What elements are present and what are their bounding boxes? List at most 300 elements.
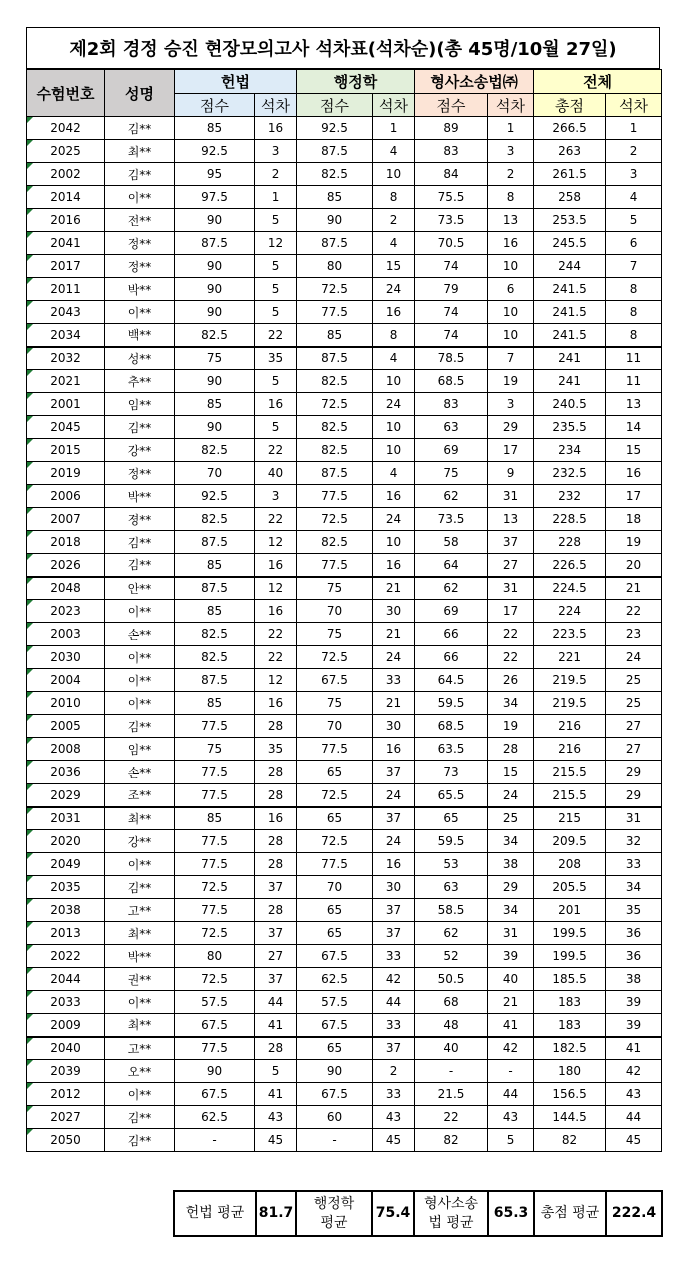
table-row xyxy=(27,255,662,278)
cell-exam-no: 2019 xyxy=(27,462,105,485)
cell-constitution-score: 77.5 xyxy=(175,853,255,876)
cell-constitution-rank: 45 xyxy=(255,1129,297,1152)
cell-admin-score: 75 xyxy=(297,577,373,600)
cell-exam-no: 2034 xyxy=(27,324,105,347)
cell-admin-rank: 10 xyxy=(373,531,415,554)
cell-criminal-rank: 42 xyxy=(488,1037,534,1060)
cell-total-score: 258 xyxy=(534,186,606,209)
cell-constitution-rank: 12 xyxy=(255,669,297,692)
cell-constitution-score: 77.5 xyxy=(175,899,255,922)
cell-total-rank: 23 xyxy=(606,623,662,646)
page-title: 제2회 경정 승진 현장모의고사 석차표(석차순)(총 45명/10월 27일) xyxy=(26,27,660,69)
cell-name: 최** xyxy=(105,807,175,830)
cell-exam-no: 2029 xyxy=(27,784,105,807)
cell-constitution-score: 72.5 xyxy=(175,876,255,899)
cell-total-rank: 8 xyxy=(606,301,662,324)
table-row xyxy=(27,646,662,669)
cell-admin-score: 82.5 xyxy=(297,531,373,554)
cell-admin-rank: 37 xyxy=(373,899,415,922)
cell-constitution-score: 82.5 xyxy=(175,324,255,347)
criminal-average-label: 형사소송 법 평균 xyxy=(414,1191,488,1236)
cell-criminal-score: 50.5 xyxy=(415,968,488,991)
cell-constitution-rank: 5 xyxy=(255,255,297,278)
cell-constitution-score: 75 xyxy=(175,347,255,370)
table-row xyxy=(27,991,662,1014)
cell-constitution-rank: 12 xyxy=(255,577,297,600)
cell-constitution-score: 72.5 xyxy=(175,968,255,991)
cell-admin-score: 65 xyxy=(297,807,373,830)
cell-admin-rank: 24 xyxy=(373,278,415,301)
cell-constitution-score: 85 xyxy=(175,117,255,140)
cell-exam-no: 2004 xyxy=(27,669,105,692)
cell-total-rank: 1 xyxy=(606,117,662,140)
cell-total-score: 216 xyxy=(534,738,606,761)
constitution-average-label: 헌법 평균 xyxy=(174,1191,256,1236)
table-row xyxy=(27,209,662,232)
table-row xyxy=(27,1106,662,1129)
cell-admin-rank: 8 xyxy=(373,186,415,209)
cell-criminal-score: 64.5 xyxy=(415,669,488,692)
cell-admin-rank: 24 xyxy=(373,393,415,416)
cell-name: 졍** xyxy=(105,508,175,531)
cell-criminal-rank: 10 xyxy=(488,301,534,324)
cell-constitution-score: 92.5 xyxy=(175,140,255,163)
cell-total-rank: 27 xyxy=(606,715,662,738)
total-average-value: 222.4 xyxy=(606,1191,662,1236)
header-constitution: 헌법 xyxy=(175,70,297,94)
cell-criminal-rank: 19 xyxy=(488,715,534,738)
table-row xyxy=(27,163,662,186)
table-row xyxy=(27,784,662,807)
cell-total-rank: 8 xyxy=(606,278,662,301)
cell-total-score: 234 xyxy=(534,439,606,462)
cell-name: 오** xyxy=(105,1060,175,1083)
cell-criminal-score: 68.5 xyxy=(415,715,488,738)
cell-constitution-rank: 5 xyxy=(255,416,297,439)
cell-criminal-score: 78.5 xyxy=(415,347,488,370)
cell-total-rank: 25 xyxy=(606,669,662,692)
table-row xyxy=(27,922,662,945)
cell-admin-score: 60 xyxy=(297,1106,373,1129)
cell-constitution-score: 87.5 xyxy=(175,531,255,554)
cell-exam-no: 2021 xyxy=(27,370,105,393)
cell-total-rank: 39 xyxy=(606,991,662,1014)
cell-total-rank: 16 xyxy=(606,462,662,485)
cell-criminal-score: 63 xyxy=(415,416,488,439)
cell-total-rank: 35 xyxy=(606,899,662,922)
cell-criminal-score: 48 xyxy=(415,1014,488,1037)
cell-criminal-score: 40 xyxy=(415,1037,488,1060)
cell-admin-rank: 37 xyxy=(373,761,415,784)
cell-total-score: 224 xyxy=(534,600,606,623)
cell-exam-no: 2025 xyxy=(27,140,105,163)
cell-admin-rank: 24 xyxy=(373,646,415,669)
cell-admin-score: 65 xyxy=(297,761,373,784)
cell-total-score: 241 xyxy=(534,347,606,370)
cell-name: 최** xyxy=(105,922,175,945)
cell-constitution-rank: 16 xyxy=(255,554,297,577)
cell-admin-rank: 24 xyxy=(373,784,415,807)
cell-name: 이** xyxy=(105,301,175,324)
cell-criminal-score: 73 xyxy=(415,761,488,784)
table-row xyxy=(27,140,662,163)
cell-constitution-score: 87.5 xyxy=(175,669,255,692)
table-row xyxy=(27,830,662,853)
cell-admin-rank: 15 xyxy=(373,255,415,278)
cell-exam-no: 2042 xyxy=(27,117,105,140)
cell-admin-rank: 16 xyxy=(373,301,415,324)
cell-admin-rank: 43 xyxy=(373,1106,415,1129)
cell-exam-no: 2033 xyxy=(27,991,105,1014)
cell-criminal-score: 68.5 xyxy=(415,370,488,393)
cell-name: 백** xyxy=(105,324,175,347)
cell-admin-score: 90 xyxy=(297,1060,373,1083)
cell-constitution-score: 90 xyxy=(175,255,255,278)
cell-admin-score: 65 xyxy=(297,899,373,922)
cell-exam-no: 2014 xyxy=(27,186,105,209)
cell-exam-no: 2013 xyxy=(27,922,105,945)
table-row xyxy=(27,1037,662,1060)
table-row xyxy=(27,324,662,347)
cell-criminal-score: 63 xyxy=(415,876,488,899)
header-criminal-rank: 석차 xyxy=(488,94,534,117)
cell-name: 김** xyxy=(105,531,175,554)
cell-constitution-score: 90 xyxy=(175,416,255,439)
cell-total-score: 215.5 xyxy=(534,784,606,807)
table-row xyxy=(27,692,662,715)
cell-admin-score: 75 xyxy=(297,692,373,715)
cell-total-rank: 11 xyxy=(606,370,662,393)
header-criminal: 형사소송법㈜ xyxy=(415,70,534,94)
cell-constitution-rank: 3 xyxy=(255,485,297,508)
cell-constitution-rank: 5 xyxy=(255,301,297,324)
cell-exam-no: 2043 xyxy=(27,301,105,324)
cell-constitution-rank: 41 xyxy=(255,1083,297,1106)
cell-constitution-rank: 28 xyxy=(255,715,297,738)
cell-criminal-rank: 41 xyxy=(488,1014,534,1037)
cell-name: 김** xyxy=(105,117,175,140)
cell-exam-no: 2012 xyxy=(27,1083,105,1106)
cell-total-score: 235.5 xyxy=(534,416,606,439)
cell-admin-score: 82.5 xyxy=(297,439,373,462)
cell-constitution-rank: 22 xyxy=(255,439,297,462)
cell-constitution-rank: 5 xyxy=(255,1060,297,1083)
cell-admin-score: 85 xyxy=(297,186,373,209)
cell-constitution-rank: 28 xyxy=(255,761,297,784)
cell-admin-rank: 1 xyxy=(373,117,415,140)
cell-criminal-rank: 24 xyxy=(488,784,534,807)
cell-total-rank: 24 xyxy=(606,646,662,669)
cell-name: 박** xyxy=(105,278,175,301)
cell-exam-no: 2050 xyxy=(27,1129,105,1152)
cell-admin-score: 87.5 xyxy=(297,347,373,370)
header-total-score: 총점 xyxy=(534,94,606,117)
cell-total-rank: 22 xyxy=(606,600,662,623)
cell-constitution-rank: 5 xyxy=(255,370,297,393)
cell-exam-no: 2049 xyxy=(27,853,105,876)
cell-criminal-rank: 21 xyxy=(488,991,534,1014)
cell-criminal-score: 82 xyxy=(415,1129,488,1152)
cell-total-rank: 4 xyxy=(606,186,662,209)
cell-admin-rank: 2 xyxy=(373,1060,415,1083)
cell-criminal-rank: 31 xyxy=(488,577,534,600)
table-row xyxy=(27,1060,662,1083)
cell-exam-no: 2022 xyxy=(27,945,105,968)
cell-constitution-score: 67.5 xyxy=(175,1014,255,1037)
cell-total-score: 266.5 xyxy=(534,117,606,140)
cell-criminal-rank: 29 xyxy=(488,876,534,899)
cell-admin-score: 72.5 xyxy=(297,646,373,669)
cell-name: 이** xyxy=(105,692,175,715)
table-row xyxy=(27,1129,662,1152)
cell-exam-no: 2003 xyxy=(27,623,105,646)
criminal-average-value: 65.3 xyxy=(488,1191,534,1236)
cell-exam-no: 2044 xyxy=(27,968,105,991)
table-row xyxy=(27,807,662,830)
cell-total-score: 244 xyxy=(534,255,606,278)
cell-total-rank: 7 xyxy=(606,255,662,278)
cell-total-rank: 45 xyxy=(606,1129,662,1152)
cell-criminal-score: 63.5 xyxy=(415,738,488,761)
header-admin-score: 점수 xyxy=(297,94,373,117)
cell-constitution-score: 77.5 xyxy=(175,715,255,738)
cell-admin-rank: 33 xyxy=(373,669,415,692)
cell-total-rank: 29 xyxy=(606,784,662,807)
cell-criminal-rank: 5 xyxy=(488,1129,534,1152)
cell-total-score: 185.5 xyxy=(534,968,606,991)
table-row xyxy=(27,370,662,393)
cell-exam-no: 2001 xyxy=(27,393,105,416)
cell-total-rank: 44 xyxy=(606,1106,662,1129)
cell-constitution-rank: 40 xyxy=(255,462,297,485)
cell-constitution-rank: 41 xyxy=(255,1014,297,1037)
cell-name: 최** xyxy=(105,1014,175,1037)
cell-exam-no: 2011 xyxy=(27,278,105,301)
cell-constitution-rank: 28 xyxy=(255,830,297,853)
cell-constitution-score: 97.5 xyxy=(175,186,255,209)
cell-exam-no: 2016 xyxy=(27,209,105,232)
cell-constitution-score: 82.5 xyxy=(175,508,255,531)
cell-criminal-rank: 7 xyxy=(488,347,534,370)
cell-admin-score: 72.5 xyxy=(297,508,373,531)
header-constitution-score: 점수 xyxy=(175,94,255,117)
cell-exam-no: 2017 xyxy=(27,255,105,278)
cell-name: 이** xyxy=(105,991,175,1014)
cell-total-rank: 32 xyxy=(606,830,662,853)
cell-name: 임** xyxy=(105,738,175,761)
cell-total-rank: 43 xyxy=(606,1083,662,1106)
cell-constitution-score: 85 xyxy=(175,554,255,577)
cell-total-rank: 11 xyxy=(606,347,662,370)
cell-criminal-score: 70.5 xyxy=(415,232,488,255)
cell-total-rank: 21 xyxy=(606,577,662,600)
cell-criminal-score: 74 xyxy=(415,324,488,347)
cell-constitution-score: 77.5 xyxy=(175,761,255,784)
table-row xyxy=(27,1014,662,1037)
cell-total-score: 241.5 xyxy=(534,324,606,347)
cell-criminal-score: 79 xyxy=(415,278,488,301)
cell-constitution-score: 72.5 xyxy=(175,922,255,945)
cell-exam-no: 2048 xyxy=(27,577,105,600)
cell-exam-no: 2030 xyxy=(27,646,105,669)
cell-admin-score: 67.5 xyxy=(297,669,373,692)
cell-admin-rank: 44 xyxy=(373,991,415,1014)
cell-admin-score: 77.5 xyxy=(297,485,373,508)
cell-constitution-rank: 12 xyxy=(255,232,297,255)
cell-total-score: 223.5 xyxy=(534,623,606,646)
cell-name: 성** xyxy=(105,347,175,370)
cell-total-rank: 14 xyxy=(606,416,662,439)
cell-criminal-rank: 10 xyxy=(488,324,534,347)
table-row xyxy=(27,577,662,600)
table-row xyxy=(27,393,662,416)
cell-total-rank: 42 xyxy=(606,1060,662,1083)
cell-criminal-rank: 22 xyxy=(488,623,534,646)
cell-constitution-score: 85 xyxy=(175,600,255,623)
cell-constitution-rank: 44 xyxy=(255,991,297,1014)
cell-admin-rank: 21 xyxy=(373,692,415,715)
cell-name: 고** xyxy=(105,1037,175,1060)
cell-constitution-rank: 5 xyxy=(255,278,297,301)
table-row xyxy=(27,301,662,324)
cell-name: 김** xyxy=(105,876,175,899)
cell-constitution-rank: 35 xyxy=(255,347,297,370)
cell-constitution-rank: 43 xyxy=(255,1106,297,1129)
cell-total-score: 215.5 xyxy=(534,761,606,784)
cell-admin-score: 90 xyxy=(297,209,373,232)
cell-constitution-score: 57.5 xyxy=(175,991,255,1014)
cell-criminal-score: 74 xyxy=(415,255,488,278)
cell-criminal-rank: 37 xyxy=(488,531,534,554)
cell-criminal-rank: 15 xyxy=(488,761,534,784)
cell-constitution-score: 62.5 xyxy=(175,1106,255,1129)
cell-criminal-rank: 1 xyxy=(488,117,534,140)
cell-total-score: 180 xyxy=(534,1060,606,1083)
header-name: 성명 xyxy=(105,70,175,117)
cell-admin-rank: 4 xyxy=(373,232,415,255)
cell-admin-rank: 24 xyxy=(373,508,415,531)
cell-total-score: 183 xyxy=(534,1014,606,1037)
cell-admin-rank: 24 xyxy=(373,830,415,853)
cell-admin-rank: 30 xyxy=(373,600,415,623)
cell-total-score: 226.5 xyxy=(534,554,606,577)
cell-constitution-rank: 2 xyxy=(255,163,297,186)
cell-name: 강** xyxy=(105,439,175,462)
cell-total-score: 263 xyxy=(534,140,606,163)
cell-admin-rank: 42 xyxy=(373,968,415,991)
cell-constitution-rank: 37 xyxy=(255,922,297,945)
cell-total-score: 253.5 xyxy=(534,209,606,232)
cell-total-rank: 41 xyxy=(606,1037,662,1060)
cell-admin-score: 67.5 xyxy=(297,1083,373,1106)
header-criminal-score: 점수 xyxy=(415,94,488,117)
cell-total-rank: 20 xyxy=(606,554,662,577)
cell-name: 김** xyxy=(105,416,175,439)
cell-constitution-score: 85 xyxy=(175,393,255,416)
cell-constitution-rank: 22 xyxy=(255,646,297,669)
cell-name: 이** xyxy=(105,186,175,209)
cell-total-rank: 18 xyxy=(606,508,662,531)
cell-name: 강** xyxy=(105,830,175,853)
table-row xyxy=(27,508,662,531)
cell-criminal-score: 62 xyxy=(415,577,488,600)
cell-admin-score: 67.5 xyxy=(297,945,373,968)
cell-total-score: 199.5 xyxy=(534,945,606,968)
cell-total-rank: 5 xyxy=(606,209,662,232)
cell-criminal-score: 58 xyxy=(415,531,488,554)
cell-criminal-score: 73.5 xyxy=(415,209,488,232)
cell-name: 정** xyxy=(105,232,175,255)
cell-admin-rank: 8 xyxy=(373,324,415,347)
cell-constitution-score: 85 xyxy=(175,807,255,830)
cell-criminal-rank: - xyxy=(488,1060,534,1083)
table-row xyxy=(27,462,662,485)
cell-constitution-rank: 37 xyxy=(255,968,297,991)
cell-criminal-rank: 27 xyxy=(488,554,534,577)
cell-criminal-score: 75.5 xyxy=(415,186,488,209)
cell-total-rank: 33 xyxy=(606,853,662,876)
cell-criminal-score: 65 xyxy=(415,807,488,830)
cell-exam-no: 2015 xyxy=(27,439,105,462)
cell-constitution-score: 95 xyxy=(175,163,255,186)
cell-total-score: 232 xyxy=(534,485,606,508)
cell-constitution-rank: 5 xyxy=(255,209,297,232)
cell-total-score: 241.5 xyxy=(534,301,606,324)
cell-constitution-rank: 35 xyxy=(255,738,297,761)
cell-criminal-rank: 16 xyxy=(488,232,534,255)
header-total-rank: 석차 xyxy=(606,94,662,117)
cell-total-rank: 25 xyxy=(606,692,662,715)
cell-admin-rank: 21 xyxy=(373,577,415,600)
cell-criminal-score: 58.5 xyxy=(415,899,488,922)
cell-admin-score: 72.5 xyxy=(297,830,373,853)
cell-admin-score: 65 xyxy=(297,1037,373,1060)
cell-criminal-score: 75 xyxy=(415,462,488,485)
cell-constitution-score: 82.5 xyxy=(175,623,255,646)
cell-admin-rank: 16 xyxy=(373,485,415,508)
cell-name: 정** xyxy=(105,255,175,278)
cell-total-rank: 29 xyxy=(606,761,662,784)
cell-exam-no: 2040 xyxy=(27,1037,105,1060)
cell-criminal-score: 62 xyxy=(415,485,488,508)
cell-criminal-rank: 26 xyxy=(488,669,534,692)
cell-criminal-rank: 31 xyxy=(488,922,534,945)
cell-criminal-rank: 39 xyxy=(488,945,534,968)
cell-constitution-rank: 16 xyxy=(255,117,297,140)
cell-exam-no: 2032 xyxy=(27,347,105,370)
cell-criminal-score: 59.5 xyxy=(415,692,488,715)
cell-constitution-rank: 16 xyxy=(255,393,297,416)
cell-total-rank: 19 xyxy=(606,531,662,554)
cell-admin-score: 77.5 xyxy=(297,301,373,324)
cell-criminal-rank: 34 xyxy=(488,692,534,715)
cell-constitution-score: 90 xyxy=(175,301,255,324)
cell-constitution-score: 77.5 xyxy=(175,784,255,807)
cell-total-score: 219.5 xyxy=(534,692,606,715)
cell-name: 김** xyxy=(105,1106,175,1129)
cell-total-score: 182.5 xyxy=(534,1037,606,1060)
cell-total-score: 144.5 xyxy=(534,1106,606,1129)
cell-total-score: 82 xyxy=(534,1129,606,1152)
cell-admin-score: - xyxy=(297,1129,373,1152)
cell-total-score: 199.5 xyxy=(534,922,606,945)
cell-constitution-score: 82.5 xyxy=(175,439,255,462)
cell-constitution-rank: 27 xyxy=(255,945,297,968)
cell-name: 이** xyxy=(105,646,175,669)
cell-constitution-score: - xyxy=(175,1129,255,1152)
cell-total-score: 228 xyxy=(534,531,606,554)
cell-constitution-rank: 12 xyxy=(255,531,297,554)
